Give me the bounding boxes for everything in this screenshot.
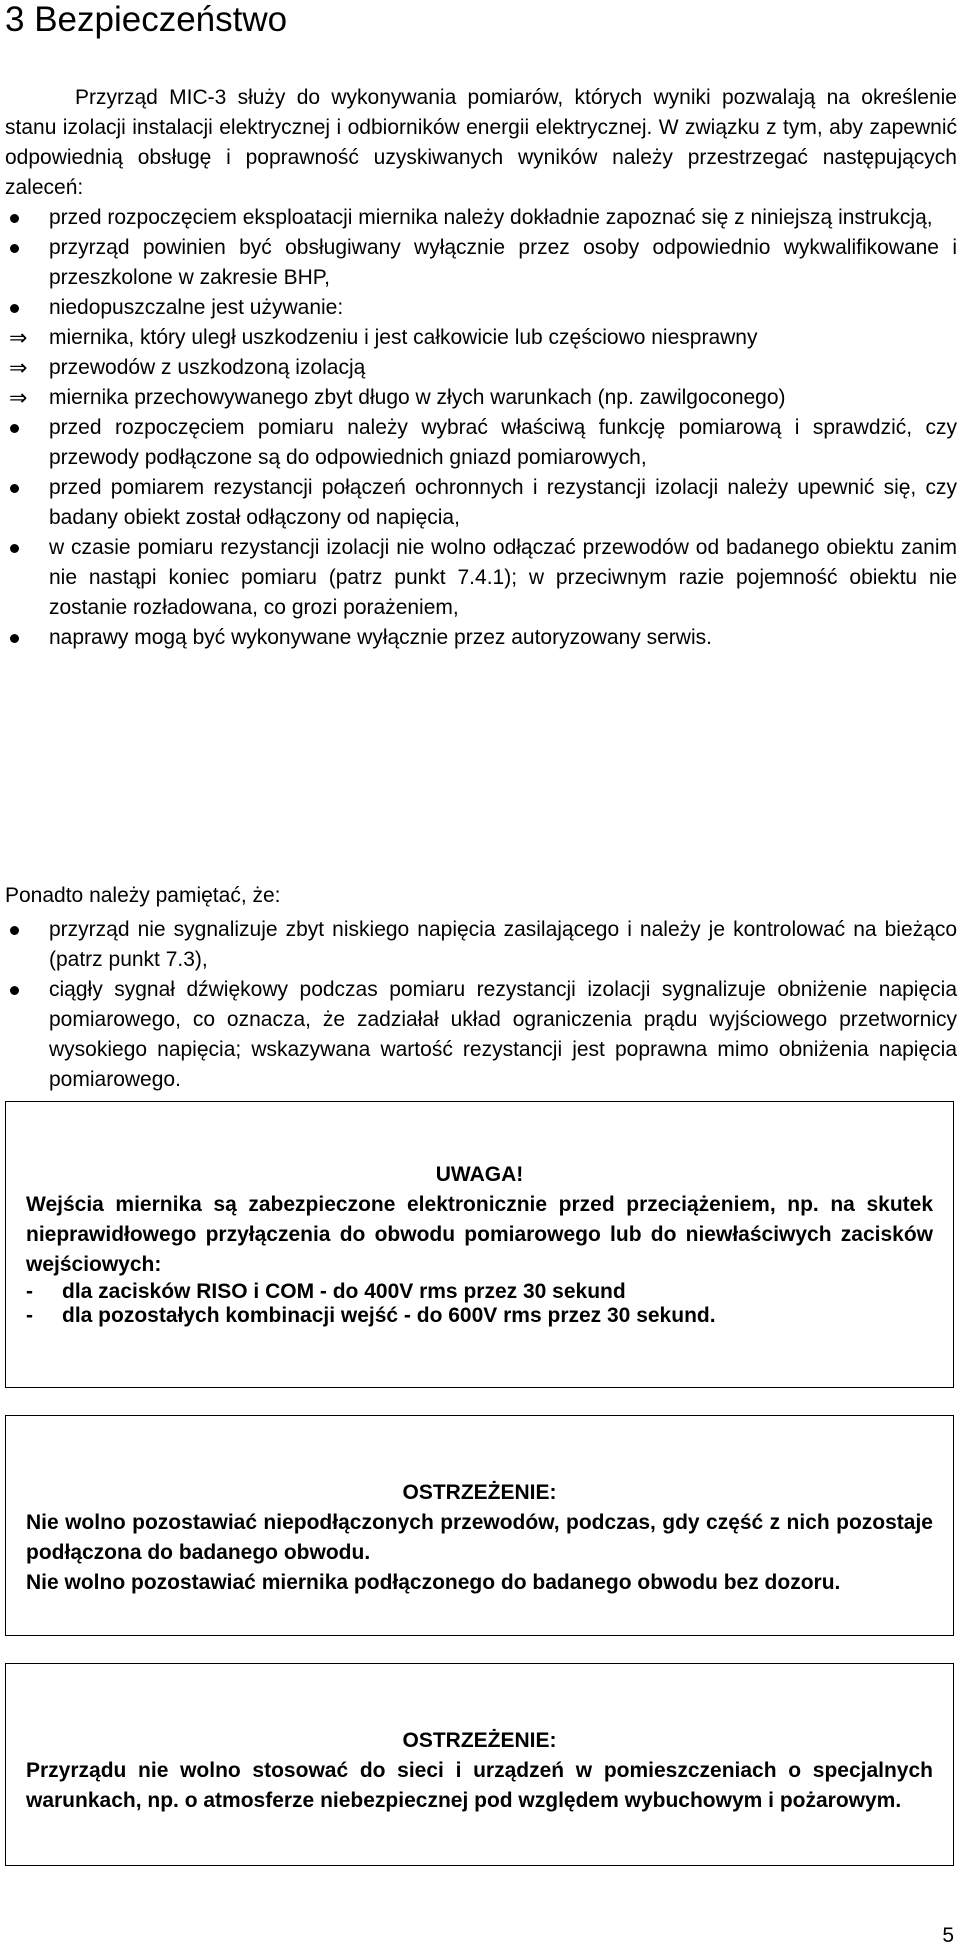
sublist-text: miernika, który uległ uszkodzeniu i jest całkowicie lub częściowo niesprawny [49, 326, 758, 349]
box-text: Nie wolno pozostawiać niepodłączonych przewodów, podczas, gdy część z nich pozostaje podłączona do badanego obwodu. [26, 1511, 933, 1564]
box-dash-text: dla zacisków RISO i COM - do 400V rms przez 30 sekund [62, 1280, 626, 1303]
intro-paragraph [5, 83, 957, 203]
list-item: przyrząd powinien być obsługiwany wyłącznie przez osoby odpowiednio wykwalifikowane i przeszkolone w zakresie BHP, [5, 233, 957, 293]
sublist-text: przewodów z uszkodzoną izolacją [49, 356, 366, 379]
list-item: przed pomiarem rezystancji połączeń ochronnych i rezystancji izolacji należy upewnić się, czy badany obiekt został odłączony od napięcia, [5, 473, 957, 533]
box-dash-item [26, 1304, 933, 1328]
list-item: w czasie pomiaru rezystancji izolacji nie wolno odłączać przewodów od badanego obiektu zanim nie nastąpi koniec pomiaru (patrz punkt 7.4.1); w przeciwnym razie pojemność obiektu nie zostanie rozładowana, co grozi porażeniem, [5, 533, 957, 623]
sublist-wrapper [5, 323, 957, 413]
list-item: przed rozpoczęciem eksploatacji miernika należy dokładnie zapoznać się z niniejszą instrukcją, [5, 203, 957, 233]
list-item: przyrząd nie sygnalizuje zbyt niskiego napięcia zasilającego i należy je kontrolować na bieżąco (patrz punkt 7.3), [5, 915, 957, 975]
sublist-text: miernika przechowywanego zbyt długo w złych warunkach (np. zawilgoconego) [49, 386, 786, 409]
warning-box-ostrzezenie-2 [5, 1663, 954, 1866]
note-heading: Ponadto należy pamiętać, że: [5, 884, 281, 907]
sublist-item [5, 323, 957, 353]
dash: - [26, 1280, 33, 1303]
list-item: ciągły sygnał dźwiękowy podczas pomiaru rezystancji izolacji sygnalizuje obniżenie napięcia pomiarowego, co oznacza, że zadziałał układ ograniczenia prądu wyjściowego przetwornicy wysokiego napięcia; wskazywana wartość rezystancji jest poprawna mimo obniżenia napięcia pomiarowego. [5, 975, 957, 1095]
warning-box-ostrzezenie-1 [5, 1415, 954, 1636]
list-item: niedopuszczalne jest używanie: [5, 293, 957, 323]
double-arrow-icon: ⇒ [9, 325, 28, 350]
sublist-item [5, 353, 957, 383]
box-dash-text: dla pozostałych kombinacji wejść - do 600V rms przez 30 sekund. [62, 1304, 716, 1327]
sublist-item [5, 383, 957, 413]
box-title: OSTRZEŻENIE: [402, 1481, 557, 1504]
page-number: 5 [942, 1924, 954, 1947]
list-item: naprawy mogą być wykonywane wyłącznie przez autoryzowany serwis. [5, 623, 957, 653]
warning-box-uwaga [5, 1101, 954, 1388]
double-arrow-icon: ⇒ [9, 385, 28, 410]
prohibited-use-sublist [5, 323, 957, 413]
box-text: Przyrządu nie wolno stosować do sieci i urządzeń w pomieszczeniach o specjalnych warunkach, np. o atmosferze niebezpiecznej pod względem wybuchowym i pożarowym. [26, 1759, 933, 1812]
dash: - [26, 1304, 33, 1327]
box-title: UWAGA! [435, 1163, 524, 1186]
list-item: przed rozpoczęciem pomiaru należy wybrać właściwą funkcję pomiarową i sprawdzić, czy przewody podłączone są do odpowiednich gniazd pomiarowych, [5, 413, 957, 473]
box-text: Nie wolno pozostawiać miernika podłączonego do badanego obwodu bez dozoru. [26, 1571, 841, 1594]
reminders-list [5, 915, 957, 1095]
double-arrow-icon: ⇒ [9, 355, 28, 380]
box-dash-item [26, 1280, 933, 1304]
recommendations-list [5, 203, 957, 653]
box-text: Wejścia miernika są zabezpieczone elektronicznie przed przeciążeniem, np. na skutek nieprawidłowego przyłączenia do obwodu pomiarowego lub do niewłaściwych zacisków wejściowych: [26, 1193, 933, 1276]
intro-text: Przyrząd MIC-3 służy do wykonywania pomiarów, których wyniki pozwalają na określenie stanu izolacji instalacji elektrycznej i odbiorników energii elektrycznej. W związku z tym, aby zapewnić odpowiednią obsługę i poprawność uzyskiwanych wyników należy przestrzegać następujących zaleceń: [5, 86, 957, 199]
section-heading: 3 Bezpieczeństwo [5, 0, 288, 39]
box-title: OSTRZEŻENIE: [402, 1729, 557, 1752]
